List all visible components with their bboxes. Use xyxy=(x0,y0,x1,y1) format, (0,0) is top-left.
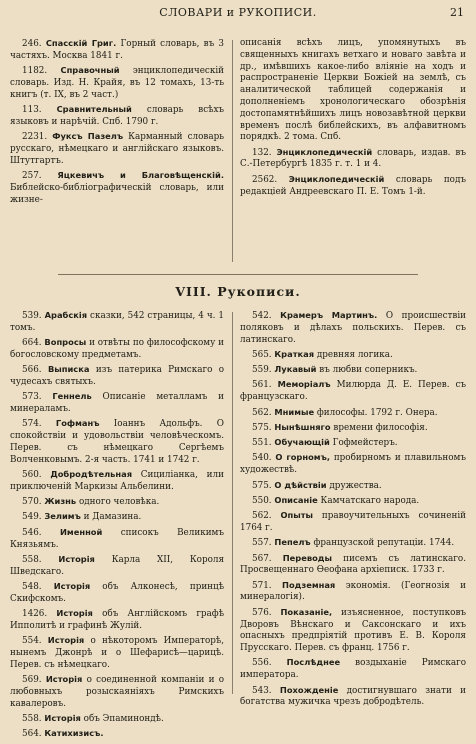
dictionaries-column-left xyxy=(10,38,224,209)
entry-keyword: Переводы xyxy=(282,552,333,563)
entry-text: достигнувшаго знати и богатства мужичка чрезъ добродѣтель. xyxy=(240,685,466,708)
entry-number: 2231. xyxy=(22,132,53,143)
entry-keyword: Похожденіе xyxy=(279,684,339,695)
entry-number: 575. xyxy=(252,422,275,433)
entry-keyword: Гофманъ xyxy=(55,418,100,429)
entry-keyword: Исторія xyxy=(53,580,91,591)
entry-number: 246. xyxy=(22,39,46,49)
entry-number: 539. xyxy=(22,311,45,321)
entry-text: Карманный словарь русскаго, нѣмецкаго и англійскаго языковъ. Штутгартъ. xyxy=(10,132,224,166)
entry-number: 546. xyxy=(22,527,60,538)
entry-text: Горный словарь, въ 3 частяхъ. Москва 1841 г. xyxy=(10,39,225,61)
entry-text: времени философія. xyxy=(333,422,428,433)
entry-number: 566. xyxy=(22,365,48,376)
entry-keyword: Показаніе, xyxy=(280,606,333,617)
manuscript-entry xyxy=(10,418,224,466)
entry-text: Гофмейстеръ. xyxy=(332,438,398,449)
entry-text: сказки, 542 страницы, 4 ч. 1 томъ. xyxy=(10,311,225,333)
entry-text: словарь, издав. въ С.-Петербургѣ 1835 г. т. 1 и 4. xyxy=(240,147,466,170)
entry-text: изъ патерика Римскаго о чудесахъ святыхъ. xyxy=(10,365,225,387)
entry-keyword: Жизнь xyxy=(44,496,77,507)
entry-text: словарь подъ редакціей Андреевскаго П. Е. Томъ 1-й. xyxy=(240,174,466,197)
entry-number: 564. xyxy=(22,729,45,740)
entry-text: объ Англійскомъ графѣ Ипполитѣ и графинѣ Жулій. xyxy=(10,609,224,631)
manuscript-entry xyxy=(240,495,466,508)
entry-keyword: Обучающій xyxy=(274,437,330,448)
entry-text: объ Алконесѣ, принцѣ Скифскомъ. xyxy=(10,581,225,604)
manuscript-entry xyxy=(240,685,466,710)
manuscript-entry xyxy=(240,437,466,450)
entry-text: и отвѣты по философскому и богословскому предметамъ. xyxy=(10,338,225,360)
dictionary-entry xyxy=(10,38,224,63)
entry-text: Іоаннъ Адольфъ. О спокойствіи и удовольствіи человѣческомъ. Перев. съ нѣмецкаго Сергѣемъ Волченковымъ. 2-я часть. 1741 и 1742 г. xyxy=(10,419,224,465)
entry-text: французской репутаціи. 1744. xyxy=(313,538,455,549)
entry-number: 574. xyxy=(22,419,56,430)
manuscript-entry xyxy=(10,364,224,389)
entry-text: Описаніе металламъ и минераламъ. xyxy=(10,392,224,415)
manuscript-entry xyxy=(240,480,466,493)
entry-text: писемъ съ латинскаго. Просвещеннаго Ѳеофана архіеписк. 1733 г. xyxy=(240,553,467,576)
entry-number: 1182. xyxy=(22,66,61,77)
dictionary-entry xyxy=(10,104,224,129)
entry-number: 1426. xyxy=(22,609,57,620)
entry-number: 557. xyxy=(252,538,275,549)
entry-text: пробирномъ и плавильномъ художествѣ. xyxy=(240,453,466,476)
entry-keyword: Энциклопедическій xyxy=(276,146,373,157)
manuscript-entry xyxy=(240,510,466,535)
manuscripts-column-left xyxy=(10,310,224,744)
entry-number: 558. xyxy=(22,554,59,565)
entry-text: въ любви соперникъ. xyxy=(319,365,418,376)
manuscript-entry xyxy=(240,407,466,420)
entry-keyword: Спасскій Григ. xyxy=(45,38,117,48)
manuscript-entry xyxy=(240,422,466,435)
manuscript-entry xyxy=(240,364,466,377)
entry-text: Милюрда Д. Е. Перев. съ французскаго. xyxy=(240,380,467,403)
entry-number: 567. xyxy=(252,553,283,564)
manuscript-entry xyxy=(10,608,224,633)
entry-keyword: Нынѣшняго xyxy=(274,421,331,432)
entry-keyword: Арабскія xyxy=(44,310,88,320)
entry-keyword: О горномъ, xyxy=(275,452,330,463)
entry-text: энциклопедическій словарь. Изд. Н. Крайя, въ 12 томахъ, 13-ть книгъ (т. IX, въ 2 част.) xyxy=(10,66,225,100)
entry-number: 549. xyxy=(22,512,45,523)
manuscript-entry xyxy=(240,379,466,404)
manuscript-entry xyxy=(10,337,224,362)
manuscript-entry xyxy=(240,607,466,655)
entry-text: о соединенной компаніи и о любовныхъ розыскаяніяхъ Римскихъ кавалеровъ. xyxy=(10,675,225,709)
entry-number: 2562. xyxy=(252,174,289,185)
manuscript-entry xyxy=(10,713,224,726)
entry-text: древняя логика. xyxy=(316,349,393,360)
manuscript-entry xyxy=(240,452,466,477)
entry-text: одного человѣка. xyxy=(78,497,160,508)
entry-text: Сициліанка, или приключеній Маркизы Альбелини. xyxy=(10,470,224,492)
entry-keyword: Яцкевичъ и Благовѣщенскій. xyxy=(57,169,224,180)
manuscript-entry xyxy=(10,635,224,671)
entry-text: описанія всѣхъ лицъ, упомянутыхъ въ священныхъ книгахъ ветхаго и новаго завѣта и др., имѣвшихъ какое-либо вліяніе на ходъ и распространеніе Церкви Божіей на землѣ, съ аналитической таблицей содержанія и дополненіемъ хронологическаго обозрѣнія достопамятнѣйшихъ лицъ новозавѣтной церкви временъ послѣ библейскихъ, въ алфавитномъ порядкѣ. 2 тома. Спб. xyxy=(240,38,466,143)
entry-keyword: Подземная xyxy=(282,579,336,590)
dictionary-entry xyxy=(10,170,224,206)
entry-keyword: Исторія xyxy=(44,712,81,723)
entry-text: О происшествіи поляковъ и дѣлахъ польскихъ. Перев. съ латинскаго. xyxy=(240,311,467,345)
entry-number: 562. xyxy=(252,407,275,418)
entry-keyword: Крамеръ Мартинъ. xyxy=(280,310,378,320)
entry-number: 560. xyxy=(22,470,51,481)
manuscript-entry xyxy=(10,527,224,552)
entry-keyword: Лукавый xyxy=(274,364,317,375)
entry-number: 576. xyxy=(252,607,281,618)
column-divider-bottom xyxy=(232,312,233,694)
entry-keyword: Исторія xyxy=(58,553,95,564)
entry-number: 561. xyxy=(252,380,278,391)
page-number: 21 xyxy=(450,6,464,19)
dictionary-entry xyxy=(240,38,466,144)
dictionary-entry xyxy=(240,174,466,199)
entry-text: списокъ Великимъ Князьямъ. xyxy=(10,527,224,550)
entry-keyword: Геннель xyxy=(52,391,92,402)
entry-text: правоучительныхъ сочиненій 1764 г. xyxy=(240,511,467,533)
entry-keyword: Энциклопедическій xyxy=(288,173,385,184)
entry-number: 551. xyxy=(252,438,275,449)
entry-text: воздыханіе Римскаго императора. xyxy=(240,658,466,681)
entry-number: 550. xyxy=(252,495,275,506)
manuscript-entry xyxy=(240,657,466,682)
entry-number: 132. xyxy=(252,147,277,158)
entry-number: 569. xyxy=(22,675,46,686)
entry-keyword: Вопросы xyxy=(44,337,87,348)
entry-number: 573. xyxy=(22,392,53,403)
entry-keyword: Катихизисъ. xyxy=(44,728,104,739)
manuscript-entry xyxy=(10,581,224,606)
entry-keyword: Послѣднее xyxy=(286,657,341,668)
dictionaries-column-right xyxy=(240,38,466,201)
entry-number: 664. xyxy=(22,338,45,349)
manuscript-entry xyxy=(240,537,466,550)
entry-text: словарь всѣхъ языковъ и нарѣчій. Спб. 1790 г. xyxy=(10,104,224,127)
column-divider-top xyxy=(232,40,233,262)
page-header xyxy=(0,6,476,22)
manuscript-entry xyxy=(240,349,466,362)
entry-keyword: Исторія xyxy=(56,608,93,619)
manuscript-entry xyxy=(240,310,466,346)
manuscript-entry xyxy=(10,310,224,335)
entry-keyword: Пепелъ xyxy=(274,537,311,548)
entry-text: Камчатскаго народа. xyxy=(320,495,420,506)
entry-keyword: Краткая xyxy=(274,348,315,359)
entry-text: философы. 1792 г. Онера. xyxy=(316,407,438,418)
entry-number: 570. xyxy=(22,497,45,508)
entry-keyword: Сравнительный xyxy=(56,103,132,114)
entry-keyword: Зелимъ xyxy=(44,511,81,522)
entry-number: 558. xyxy=(22,713,45,724)
entry-keyword: О дѣйствіи xyxy=(274,479,327,490)
entry-number: 543. xyxy=(252,685,280,696)
section-title: VIII. Рукописи. xyxy=(175,284,301,299)
manuscript-entry xyxy=(240,553,466,578)
manuscript-entry xyxy=(240,580,466,605)
entry-keyword: Исторія xyxy=(45,674,83,685)
entry-text: дружества. xyxy=(329,480,382,491)
entry-keyword: Справочный xyxy=(60,65,120,76)
entry-number: 540. xyxy=(252,453,276,464)
entry-number: 556. xyxy=(252,658,287,669)
entry-text: Библейско-библіографическій словарь, или жизне- xyxy=(10,182,224,205)
entry-text: и Дамазина. xyxy=(83,512,142,523)
entry-keyword: Добродѣтельная xyxy=(50,469,133,480)
dictionary-entry xyxy=(240,147,466,172)
manuscripts-column-right xyxy=(240,310,466,712)
manuscript-entry xyxy=(10,391,224,416)
manuscript-entry xyxy=(10,496,224,509)
entry-text: экономія. (Геогнозія и минералогія). xyxy=(240,580,467,603)
entry-keyword: Мнимые xyxy=(274,406,315,417)
dictionary-entry xyxy=(10,65,224,101)
running-title: СЛОВАРИ и РУКОПИСИ. xyxy=(159,6,317,19)
entry-text: Карла XII, Короля Шведскаго. xyxy=(10,554,225,577)
manuscript-entry xyxy=(10,674,224,710)
entry-text: объ Эпаминондѣ. xyxy=(83,713,164,724)
entry-keyword: Выписка xyxy=(47,364,90,375)
entry-number: 571. xyxy=(252,580,283,591)
entry-number: 542. xyxy=(252,311,281,321)
entry-number: 562. xyxy=(252,511,281,522)
entry-number: 565. xyxy=(252,349,275,360)
entry-keyword: Фуксъ Пазелъ xyxy=(52,131,124,142)
entry-keyword: Исторія xyxy=(47,635,85,646)
manuscript-entry xyxy=(10,511,224,524)
entry-number: 554. xyxy=(22,636,48,647)
dictionary-entry xyxy=(10,131,224,167)
entry-keyword: Меморіалъ xyxy=(277,379,331,390)
manuscript-entry xyxy=(10,728,224,741)
entry-keyword: Опыты xyxy=(280,510,314,521)
entry-keyword: Именной xyxy=(59,526,103,537)
manuscript-entry xyxy=(10,469,224,494)
entry-number: 257. xyxy=(22,170,58,181)
entry-number: 113. xyxy=(22,104,57,115)
entry-number: 575. xyxy=(252,480,275,491)
entry-keyword: Описаніе xyxy=(274,494,318,505)
manuscript-entry xyxy=(10,554,224,579)
entry-text: о нѣкоторомъ Императорѣ, нынемъ Джонрѣ и о Шефарисѣ—царицѣ. Перев. съ нѣмецкаго. xyxy=(10,636,224,670)
entry-number: 559. xyxy=(252,365,275,376)
entry-text: изъясненное, поступковъ Дворовъ Вѣнскаго и Саксонскаго и ихъ опасныхъ предпріятій противъ Е. В. Короля Прусскаго. Перев. съ франц. 1756 г. xyxy=(240,607,466,654)
entry-number: 548. xyxy=(22,581,54,592)
section-rule xyxy=(58,274,418,275)
